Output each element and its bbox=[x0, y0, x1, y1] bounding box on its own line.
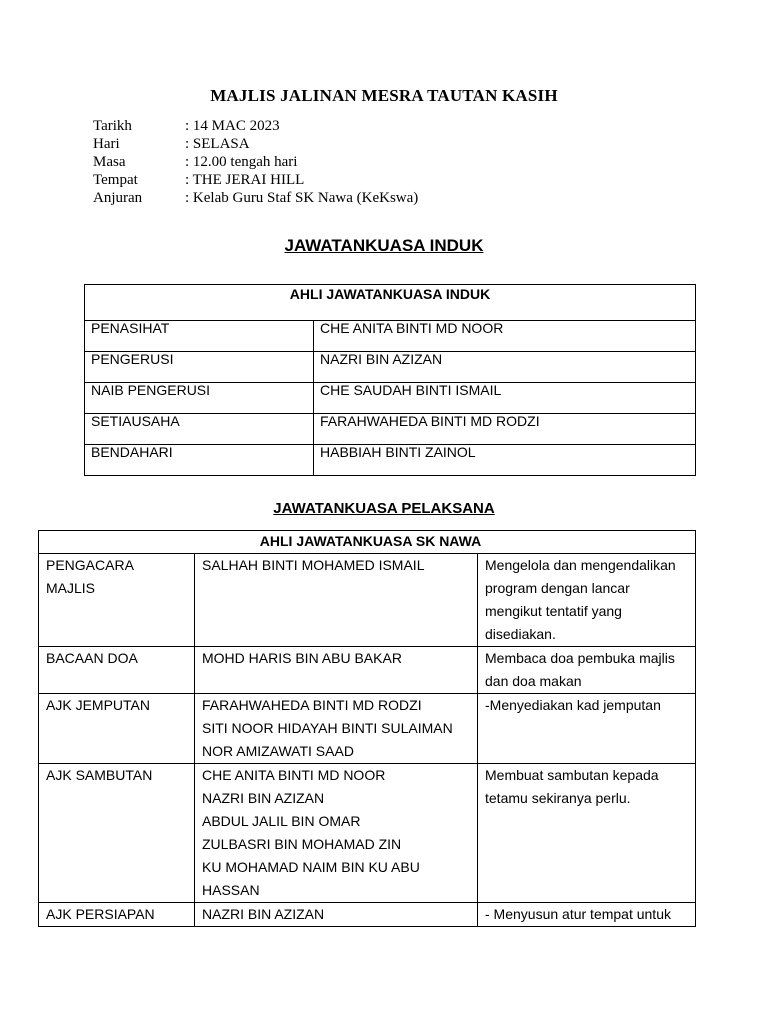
role-cell bbox=[39, 554, 195, 647]
induk-table-title: AHLI JAWATANKUASA INDUK bbox=[85, 285, 696, 321]
task-line: program dengan lancar bbox=[485, 580, 630, 596]
task-cell bbox=[478, 903, 696, 927]
name-line: HASSAN bbox=[202, 882, 260, 898]
name-line: ZULBASRI BIN MOHAMAD ZIN bbox=[202, 836, 402, 852]
names-cell bbox=[195, 554, 478, 647]
task-cell bbox=[478, 554, 696, 647]
role-line: AJK SAMBUTAN bbox=[46, 767, 153, 783]
role-line: MAJLIS bbox=[46, 580, 96, 596]
document-title: MAJLIS JALINAN MESRA TAUTAN KASIH bbox=[210, 86, 558, 105]
role-line: AJK PERSIAPAN bbox=[46, 906, 155, 922]
name-cell: CHE SAUDAH BINTI ISMAIL bbox=[314, 383, 696, 414]
induk-heading: JAWATANKUASA INDUK bbox=[284, 236, 484, 255]
table-row bbox=[85, 321, 696, 352]
role-cell bbox=[39, 647, 195, 694]
info-row-day bbox=[93, 135, 418, 153]
names-cell bbox=[195, 764, 478, 903]
pelaksana-table bbox=[38, 530, 696, 927]
role-line: AJK JEMPUTAN bbox=[46, 697, 150, 713]
task-line: tetamu sekiranya perlu. bbox=[485, 790, 631, 806]
role-cell: BENDAHARI bbox=[85, 445, 314, 476]
info-label: Tempat bbox=[93, 172, 138, 188]
table-row bbox=[85, 383, 696, 414]
task-line: Membaca doa pembuka majlis bbox=[485, 650, 675, 666]
task-line: mengikut tentatif yang bbox=[485, 603, 622, 619]
role-line: PENGACARA bbox=[46, 557, 134, 573]
pelaksana-heading: JAWATANKUASA PELAKSANA bbox=[273, 500, 495, 517]
info-value: : 12.00 tengah hari bbox=[185, 154, 298, 170]
induk-table bbox=[84, 284, 696, 476]
pelaksana-table-title: AHLI JAWATANKUASA SK NAWA bbox=[39, 531, 696, 554]
role-cell: PENASIHAT bbox=[85, 321, 314, 352]
info-label: Hari bbox=[93, 136, 120, 152]
info-row-time bbox=[93, 153, 418, 171]
role-cell: PENGERUSI bbox=[85, 352, 314, 383]
role-line: BACAAN DOA bbox=[46, 650, 138, 666]
role-cell: SETIAUSAHA bbox=[85, 414, 314, 445]
role-cell bbox=[39, 764, 195, 903]
name-line: MOHD HARIS BIN ABU BAKAR bbox=[202, 650, 402, 666]
task-cell bbox=[478, 647, 696, 694]
info-value: : SELASA bbox=[185, 136, 250, 152]
names-cell bbox=[195, 903, 478, 927]
info-label: Masa bbox=[93, 154, 126, 170]
table-row bbox=[85, 414, 696, 445]
name-cell: HABBIAH BINTI ZAINOL bbox=[314, 445, 696, 476]
task-cell bbox=[478, 694, 696, 764]
name-line: NOR AMIZAWATI SAAD bbox=[202, 743, 354, 759]
table-row bbox=[39, 554, 696, 647]
names-cell bbox=[195, 647, 478, 694]
info-row-place bbox=[93, 171, 418, 189]
table-row bbox=[85, 352, 696, 383]
role-cell bbox=[39, 694, 195, 764]
name-cell: NAZRI BIN AZIZAN bbox=[314, 352, 696, 383]
info-value: : THE JERAI HILL bbox=[185, 172, 305, 188]
name-line: SALHAH BINTI MOHAMED ISMAIL bbox=[202, 557, 425, 573]
info-value: : Kelab Guru Staf SK Nawa (KeKswa) bbox=[185, 190, 419, 206]
name-line: KU MOHAMAD NAIM BIN KU ABU bbox=[202, 859, 420, 875]
name-cell: CHE ANITA BINTI MD NOOR bbox=[314, 321, 696, 352]
info-row-date bbox=[93, 117, 418, 135]
name-line: FARAHWAHEDA BINTI MD RODZI bbox=[202, 697, 422, 713]
table-row bbox=[85, 445, 696, 476]
table-row bbox=[39, 903, 696, 927]
role-cell bbox=[39, 903, 195, 927]
table-row bbox=[39, 647, 696, 694]
task-line: Membuat sambutan kepada bbox=[485, 767, 659, 783]
info-label: Tarikh bbox=[93, 118, 132, 134]
name-line: CHE ANITA BINTI MD NOOR bbox=[202, 767, 386, 783]
info-value: : 14 MAC 2023 bbox=[185, 118, 280, 134]
name-line: ABDUL JALIL BIN OMAR bbox=[202, 813, 361, 829]
info-label: Anjuran bbox=[93, 190, 143, 206]
name-cell: FARAHWAHEDA BINTI MD RODZI bbox=[314, 414, 696, 445]
task-line: dan doa makan bbox=[485, 673, 582, 689]
induk-table-header bbox=[85, 285, 696, 321]
info-row-organizer bbox=[93, 189, 418, 207]
event-info bbox=[93, 117, 418, 207]
task-cell bbox=[478, 764, 696, 903]
pelaksana-table-header bbox=[39, 531, 696, 554]
name-line: NAZRI BIN AZIZAN bbox=[202, 790, 325, 806]
names-cell bbox=[195, 694, 478, 764]
name-line: SITI NOOR HIDAYAH BINTI SULAIMAN bbox=[202, 720, 453, 736]
task-line: disediakan. bbox=[485, 626, 556, 642]
task-line: -Menyediakan kad jemputan bbox=[485, 697, 661, 713]
table-row bbox=[39, 694, 696, 764]
name-line: NAZRI BIN AZIZAN bbox=[202, 906, 325, 922]
role-cell: NAIB PENGERUSI bbox=[85, 383, 314, 414]
table-row bbox=[39, 764, 696, 903]
task-line: - Menyusun atur tempat untuk bbox=[485, 906, 671, 922]
task-line: Mengelola dan mengendalikan bbox=[485, 557, 676, 573]
